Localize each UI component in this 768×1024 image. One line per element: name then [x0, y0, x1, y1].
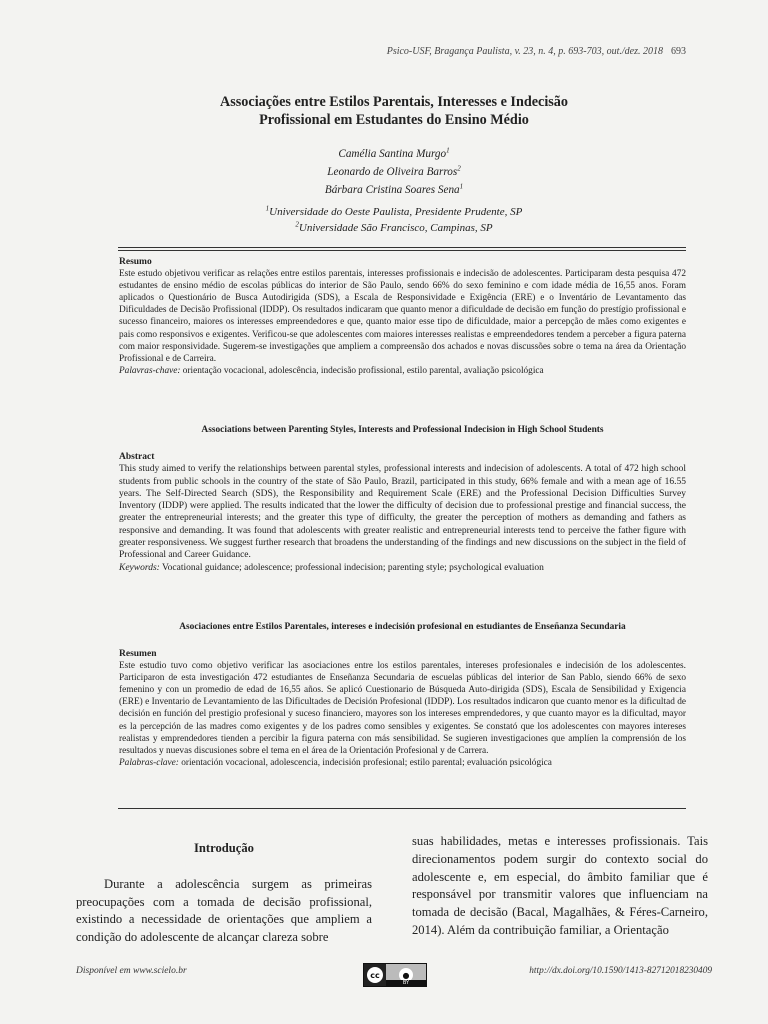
author: Bárbara Cristina Soares Sena$^1$: [324, 182, 464, 196]
divider: [118, 247, 686, 248]
author: Camélia Santina Murgo$^1$: [338, 146, 450, 160]
divider: [118, 808, 686, 809]
body-paragraph: suas habilidades, metas e interesses profissionais. Tais direcionamentos podem surgir do contexto social do adolescente e, em especial, do âmbito familiar que é responsável por transmitir valores que influenciam na tomada de decisão (Bacal, Magalhães, & Féres-Carneiro, 2014). Além da contribuição familiar, a Orientação: [412, 834, 708, 937]
divider: [118, 250, 686, 251]
body-column-left: [76, 840, 372, 947]
english-title: Associations between Parenting Styles, Interests and Professional Indecision in High School Students: [201, 425, 604, 435]
title-line-1: Associações entre Estilos Parentais, Interesses e Indecisão: [220, 94, 568, 110]
resumen-heading: Resumen: [119, 649, 157, 659]
resumen-section: [119, 648, 686, 769]
resumen-keywords: Palabras-clave: orientación vocacional, adolescencia, indecisión profesional; estilo parental; evaluación psicológica: [119, 757, 552, 768]
running-header: [387, 46, 686, 57]
affiliation: $^2$Universidade São Francisco, Campinas, SP: [295, 220, 493, 234]
journal-reference: Psico-USF, Bragança Paulista, v. 23, n. 4, p. 693-703, out./dez. 2018: [386, 46, 663, 57]
resumo-body: Este estudo objetivou verificar as relações entre estilos parentais, interesses profissionais e indecisão de adolescentes. Participaram desta pesquisa 472 estudantes de ensino médio de escolas públicas do interior de São Paulo, sendo 66% do sexo feminino e com idade média de 16,55 anos. Foram aplicados o Questionário de Busca Autodirigida (SDS), a Escala de Responsividade e Exigência (ERE) e o Inventário de Levantamento das Dificuldades de Decisão Profissional (IDDP). Os resultados indicaram que quanto menor a dificuldade de decisão em função do prestígio profissional e sucesso financeiro, maiores os interesses empreendedores e que, quanto maior esse tipo de dificuldade, maior a percepção de mães como exigentes e pais como responsivos e exigentes. Verificou-se que adolescentes com maiores interesses realistas e empreendedores tendem a perceber a figura paterna com maior responsividade. Sugerem-se investigações que ampliem a compreensão dos achados e novas discussões sobre o tema na área da Orientação Profissional e de Carreira.: [119, 269, 686, 364]
article-title: [120, 93, 668, 129]
by-label: BY: [386, 980, 426, 986]
resumo-keywords: Palavras-chave: orientação vocacional, adolescência, indecisão profissional, estilo parental, avaliação psicológica: [119, 365, 544, 376]
author: Leonardo de Oliveira Barros$^2$: [327, 164, 461, 178]
resumen-body: Este estudio tuvo como objetivo verificar las asociaciones entre los estilos parentales, intereses profesionales e indecisión de los adolescentes. Participaron de esta investigación 472 estudiantes de Enseñanza Secundaria de escuelas públicas del interior de San Pablo, siendo 66% de sexo femenino y con un promedio de edad de 16,55 años. Se aplicó Cuestionario de Búsqueda Auto-dirigida (SDS), Escala de Sensibilidad y Exigencia (ERE) e Inventario de Levantamiento de las Dificultades de Decisión Profesional (IDDP). Los resultados indicaron que cuanto menor es la dificultad de decisión en función del prestigio profesional y suceso financiero, mayores son los intereses emprendedores, y que cuanto mayor es la dificultad, mayor es la percepción de las madres como exigentes y de los padres como sensibles y exigentes. Se constató que los adolescentes con mayores intereses realistas y emprendedores tienden a percibir la figura paterna con más sensibilidad. Se sugieren investigaciones que amplíen la comprensión de los resultados y nuevas discusiones sobre el tema en el área de la Orientación Profesional y de Carrera.: [119, 661, 686, 756]
by-badge: [386, 964, 426, 986]
cc-icon: cc: [367, 967, 383, 983]
body-column-right: [412, 833, 708, 940]
scielo-link[interactable]: Disponível em www.scielo.br: [76, 966, 187, 976]
person-icon: ●: [399, 968, 413, 982]
affiliation: $^1$Universidade do Oeste Paulista, Presidente Prudente, SP: [265, 204, 523, 218]
body-paragraph: Durante a adolescência surgem as primeiras preocupações com a tomada de decisão profissional, existindo a necessidade de orientações que ampliem a condição do adolescente de alcançar clareza sobre: [76, 876, 372, 945]
resumo-section: [119, 256, 686, 377]
affiliation-list: [120, 204, 668, 236]
resumo-heading: Resumo: [119, 257, 152, 267]
doi-link[interactable]: http://dx.doi.org/10.1590/1413-82712018230409: [529, 966, 712, 976]
section-title: Introdução: [194, 841, 254, 855]
abstract-keywords: Keywords: Vocational guidance; adolescence; professional indecision; parenting style; psychological evaluation: [119, 562, 544, 573]
page-number: 693: [671, 46, 686, 57]
author-list: [120, 145, 668, 199]
cc-by-icon[interactable]: [363, 963, 427, 987]
abstract-section: [119, 451, 686, 574]
title-line-2: Profissional em Estudantes do Ensino Médio: [259, 112, 529, 128]
abstract-body: This study aimed to verify the relationships between parental styles, professional interests and indecision of adolescents. A total of 472 high school students from public schools in the country of the state of São Paulo, Brazil, participated in this study, 66% female and with a mean age of 16.55 years. The Self-Directed Search (SDS), the Responsibility and Requirement Scale (ERE) and the Professional Decision Difficulties Survey Inventory (IDDP) were applied. The results indicated that the lower the difficulty of decision due to professional prestige and financial success, the greater the entrepreneurial interests; and the greater this type of difficulty, the greater the perception of mothers as demanding and fathers as responsive and demanding. It was found that adolescents with greater realistic and entrepreneurial interests tend to perceive the father figure with greater responsiveness. We suggest further research that broadens the understanding of the findings and new discussions on the subject in the field of Professional and Career Guidance.: [119, 464, 686, 561]
abstract-heading: Abstract: [119, 452, 155, 462]
spanish-title: Asociaciones entre Estilos Parentales, intereses e indecisión profesional en estudiantes de Enseñanza Secundaria: [179, 622, 626, 632]
